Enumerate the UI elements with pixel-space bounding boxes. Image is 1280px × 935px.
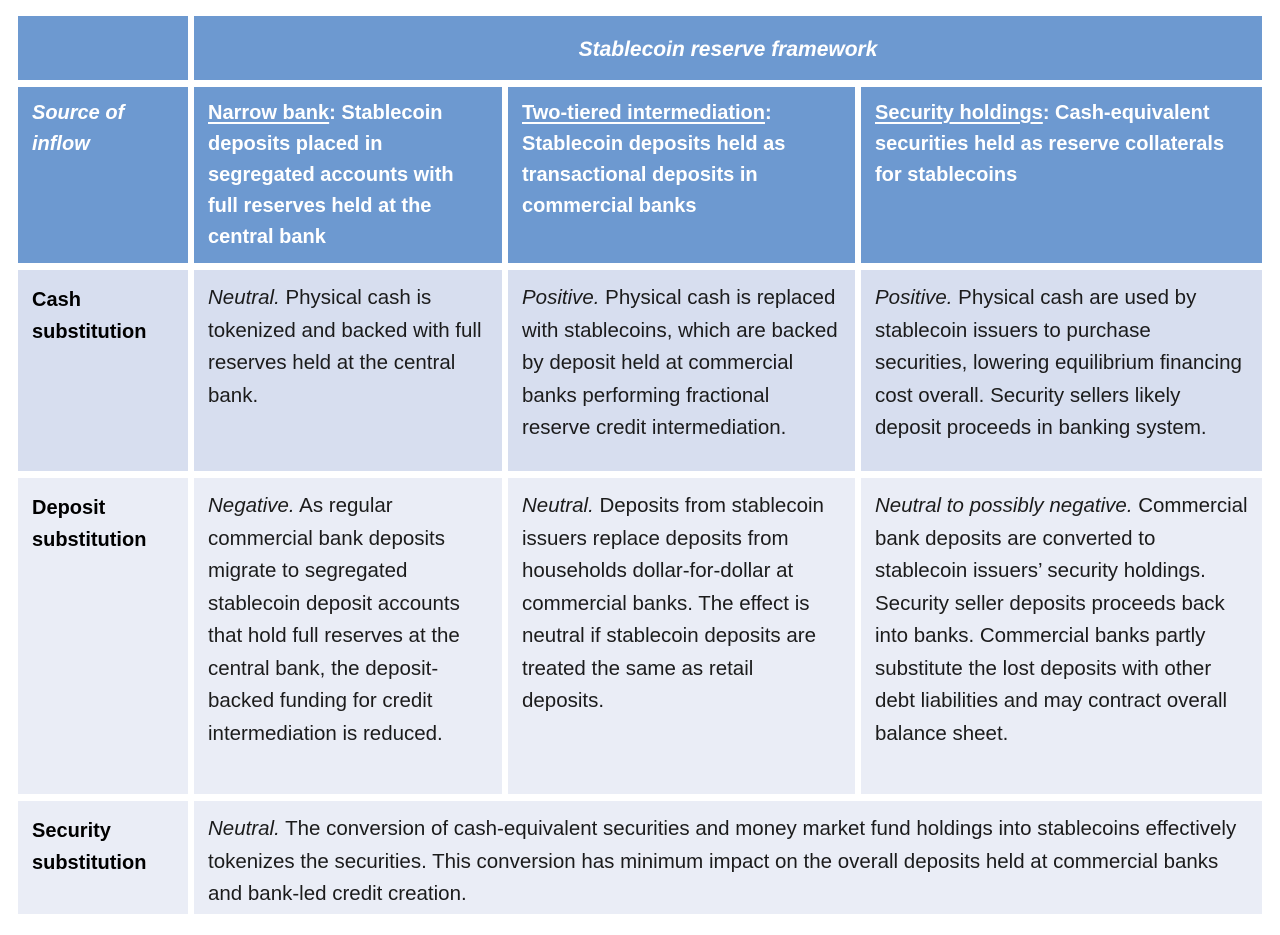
column-header-two-tiered-lead: Two-tiered intermediation: [522, 102, 765, 124]
cell-deposit-two-tiered-text: Deposits from stablecoin issuers replace deposits from households dollar-for-dollar at commercial banks. The effect is neutral if stablecoin deposits are treated the same as retail deposits.: [522, 494, 824, 712]
column-header-narrow-bank-lead: Narrow bank: [208, 102, 330, 124]
stablecoin-framework-table: [18, 16, 1262, 914]
cell-security-substitution-lead: Neutral.: [208, 817, 280, 840]
cell-cash-two-tiered-lead: Positive.: [522, 286, 600, 309]
row-label-deposit-substitution: Deposit substitution: [18, 478, 188, 794]
row-label-security-substitution: Security substitution: [18, 801, 188, 914]
cell-cash-security-holdings-lead: Positive.: [875, 286, 953, 309]
cell-deposit-narrow-bank-text: As regular commercial bank deposits migrate to segregated stablecoin deposit accounts that hold full reserves at the central bank, the deposit-backed funding for credit intermediation is reduced.: [208, 494, 460, 745]
cell-deposit-security-holdings-lead: Neutral to possibly negative.: [875, 494, 1133, 517]
column-header-two-tiered-intermediation: [508, 87, 855, 263]
cell-deposit-narrow-bank-lead: Negative.: [208, 494, 295, 517]
table-title-cell: [194, 16, 1262, 80]
cell-security-substitution-text: The conversion of cash-equivalent securities and money market fund holdings into stablecoins effectively tokenizes the securities. This conversion has minimum impact on the overall deposits held at commercial banks and bank-led credit creation.: [208, 817, 1237, 905]
cell-cash-narrow-bank: [194, 270, 502, 471]
cell-deposit-two-tiered: [508, 478, 855, 794]
column-header-security-holdings-lead: Security holdings: [875, 102, 1043, 124]
source-of-inflow-label: Source of inflow: [32, 102, 125, 155]
table-title: Stablecoin reserve framework: [578, 38, 878, 61]
cell-cash-two-tiered-text: Physical cash is replaced with stablecoins, which are backed by deposit held at commercial banks performing fractional reserve credit intermediation.: [522, 286, 838, 439]
cell-deposit-narrow-bank: [194, 478, 502, 794]
cell-deposit-security-holdings: [861, 478, 1262, 794]
cell-cash-security-holdings-text: Physical cash are used by stablecoin issuers to purchase securities, lowering equilibrium financing cost overall. Security sellers likely deposit proceeds in banking system.: [875, 286, 1242, 439]
cell-security-substitution-merged: [194, 801, 1262, 914]
row-label-cash-substitution: Cash substitution: [18, 270, 188, 471]
cell-cash-narrow-bank-lead: Neutral.: [208, 286, 280, 309]
cell-deposit-security-holdings-text: Commercial bank deposits are converted to stablecoin issuers’ security holdings. Security seller deposits proceeds back into banks. Commercial banks partly substitute the lost deposits with other debt liabilities and may contract overall balance sheet.: [875, 494, 1248, 745]
cell-cash-narrow-bank-text: Physical cash is tokenized and backed with full reserves held at the central bank.: [208, 286, 482, 407]
cell-cash-two-tiered: [508, 270, 855, 471]
corner-cell: [18, 16, 188, 80]
column-header-two-tiered-rest: : Stablecoin deposits held as transactional deposits in commercial banks: [522, 102, 786, 217]
column-header-security-holdings-rest: : Cash-equivalent securities held as reserve collaterals for stablecoins: [875, 102, 1225, 186]
cell-cash-security-holdings: [861, 270, 1262, 471]
column-header-narrow-bank: [194, 87, 502, 263]
column-header-narrow-bank-rest: : Stablecoin deposits placed in segregated accounts with full reserves held at the central bank: [208, 102, 454, 248]
column-header-security-holdings: [861, 87, 1262, 263]
cell-deposit-two-tiered-lead: Neutral.: [522, 494, 594, 517]
source-of-inflow-header: [18, 87, 188, 263]
